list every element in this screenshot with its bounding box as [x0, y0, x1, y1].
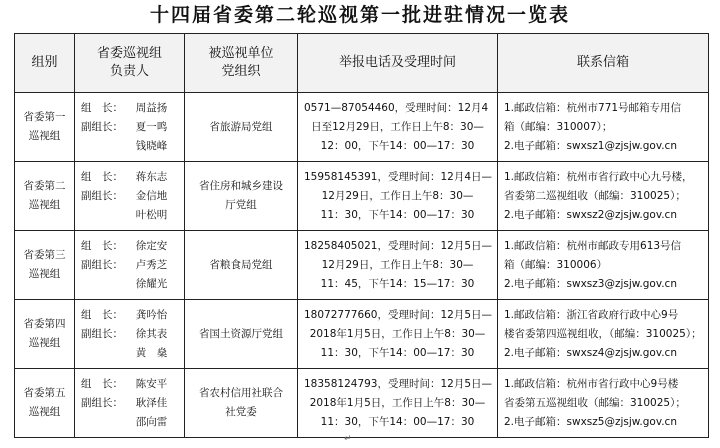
leader-role: 副组长： — [81, 396, 123, 409]
group-label: 巡视组 — [28, 337, 61, 349]
unit-cell — [185, 162, 298, 231]
group-label: 省委第三 — [23, 249, 66, 261]
mail-line: 箱（邮编：310007）； — [504, 120, 613, 133]
mail-line: 2.电子邮箱：swxsz3@zjsjw.gov.cn — [504, 277, 677, 290]
group-cell — [15, 93, 75, 162]
group-cell — [15, 231, 75, 300]
mail-line: 1.邮政信箱：杭州市771号邮箱专用信 — [504, 101, 682, 114]
leader-name: 耿泽佳 — [135, 396, 168, 409]
leader-line — [81, 118, 178, 137]
unit-label: 厅党组 — [225, 199, 257, 211]
leader-role: 组 长： — [81, 239, 123, 252]
leader-name: 徐其表 — [135, 327, 168, 340]
phone-line: 11：30，下午14：00—17：30 — [320, 346, 475, 359]
mail-cell — [498, 369, 709, 438]
mail-line: 1.邮政信箱：杭州市省行政中心九号楼， — [504, 170, 693, 183]
leader-line — [81, 256, 178, 275]
leader-line — [81, 275, 178, 294]
leader-line — [81, 187, 178, 206]
phone-line: 11：30，下午14：00—17：30 — [320, 415, 475, 428]
mail-line: 2.电子邮箱：swxsz2@zjsjw.gov.cn — [504, 208, 677, 221]
leader-role: 组 长： — [81, 170, 123, 183]
unit-label: 省粮食局党组 — [209, 258, 273, 271]
table-row — [15, 162, 709, 231]
mail-line: 1.邮政信箱：浙江省政府行政中心9号 — [504, 308, 679, 321]
group-label: 巡视组 — [28, 130, 61, 142]
phone-line: 2018年1月5日，工作日上午8：30— — [309, 327, 486, 340]
phone-line: 2018年1月5日，工作日上午8：30— — [309, 396, 486, 409]
leader-line — [81, 206, 178, 225]
phone-line: 11：30，下午14：00—17：30 — [320, 208, 475, 221]
leader-line — [81, 306, 178, 325]
header-group: 组别 — [15, 34, 75, 93]
phone-line: 0571—87054460，受理时间：12月4 — [304, 101, 489, 114]
leader-name: 邵向雷 — [135, 415, 168, 428]
leader-line — [81, 413, 178, 432]
leader-role: 副组长： — [81, 120, 123, 133]
table-row — [15, 93, 709, 162]
header-unit: 被巡视单位 党组织 — [185, 34, 298, 93]
leader-line — [81, 99, 178, 118]
phone-line: 12月29日，工作日上午8：30— — [321, 189, 474, 202]
unit-cell — [185, 93, 298, 162]
header-phone: 举报电话及受理时间 — [298, 34, 498, 93]
unit-label: 省农村信用社联合 — [199, 387, 283, 399]
mail-line: 2.电子邮箱：swxsz1@zjsjw.gov.cn — [504, 139, 677, 152]
leader-name: 龚吟怡 — [135, 308, 168, 321]
leader-name: 叶松明 — [135, 208, 168, 221]
unit-label: 省国土资源厅党组 — [199, 327, 283, 340]
paragraph-mark: ↵ — [344, 434, 352, 444]
leader-line — [81, 137, 178, 156]
mail-line: 1.邮政信箱：杭州市省行政中心9号楼 — [504, 377, 679, 390]
leader-name: 周益扬 — [135, 101, 168, 114]
leader-role: 组 长： — [81, 377, 123, 390]
mail-line: 1.邮政信箱：杭州市邮政专用613号信 — [504, 239, 682, 252]
mail-line: 省委第二巡视组收（邮编：310025）； — [504, 189, 686, 202]
mail-cell — [498, 300, 709, 369]
group-label: 省委第五 — [23, 387, 66, 399]
leader-cell — [75, 369, 185, 438]
mail-line: 2.电子邮箱：swxsz5@zjsjw.gov.cn — [504, 415, 677, 428]
leader-name: 夏一鸣 — [135, 120, 168, 133]
leader-role: 副组长： — [81, 258, 123, 271]
document-title: 十四届省委第二轮巡视第一批进驻情况一览表 — [149, 4, 570, 26]
leader-name: 卢秀芝 — [135, 258, 168, 271]
leader-name: 蒋东志 — [135, 170, 168, 183]
group-label: 巡视组 — [28, 268, 61, 280]
phone-line: 18358124793，受理时间：12月5日— — [304, 377, 493, 390]
mail-cell — [498, 231, 709, 300]
phone-line: 日至12月29日，工作日上午8：30— — [311, 120, 484, 133]
leader-role: 副组长： — [81, 327, 123, 340]
mail-cell — [498, 162, 709, 231]
leader-line — [81, 375, 178, 394]
mail-line: 省委第五巡视组收（邮编：310025）； — [504, 396, 686, 409]
unit-label: 省住房和城乡建设 — [199, 180, 283, 192]
group-label: 巡视组 — [28, 406, 61, 418]
phone-line: 12月29日，工作日上午8：30— — [321, 258, 474, 271]
unit-cell — [185, 300, 298, 369]
phone-cell — [298, 369, 498, 438]
group-cell — [15, 162, 75, 231]
leader-role: 组 长： — [81, 101, 123, 114]
phone-line: 18072777660，受理时间：12月5日— — [304, 308, 493, 321]
leader-name: 黄 燊 — [135, 346, 168, 359]
unit-label: 社党委 — [225, 406, 257, 418]
mail-line: 楼省委第四巡视组收，（邮编：310025）； — [504, 327, 702, 340]
leader-name: 金信地 — [135, 189, 168, 202]
leader-line — [81, 344, 178, 363]
group-cell — [15, 369, 75, 438]
table-row — [15, 231, 709, 300]
phone-cell — [298, 93, 498, 162]
group-label: 省委第二 — [23, 180, 66, 192]
phone-line: 11：45，下午14：15—17：30 — [320, 277, 475, 290]
leader-name: 钱晓峰 — [135, 139, 168, 152]
phone-line: 12：00，下午14：00—17：30 — [320, 139, 475, 152]
group-label: 省委第四 — [23, 318, 66, 330]
leader-line — [81, 394, 178, 413]
group-label: 巡视组 — [28, 199, 61, 211]
mail-line: 2.电子邮箱：swxsz4@zjsjw.gov.cn — [504, 346, 677, 359]
mail-cell — [498, 93, 709, 162]
group-label: 省委第一 — [23, 111, 66, 123]
inspection-table — [14, 33, 709, 438]
unit-cell — [185, 231, 298, 300]
phone-line: 18258405021，受理时间：12月5日— — [304, 239, 493, 252]
leader-role: 组 长： — [81, 308, 123, 321]
leader-cell — [75, 231, 185, 300]
table-body — [15, 93, 709, 438]
unit-label: 省旅游局党组 — [209, 120, 273, 133]
leader-line — [81, 168, 178, 187]
leader-role: 副组长： — [81, 189, 123, 202]
unit-cell — [185, 369, 298, 438]
phone-cell — [298, 162, 498, 231]
phone-cell — [298, 300, 498, 369]
table-row — [15, 369, 709, 438]
header-leader: 省委巡视组 负责人 — [75, 34, 185, 93]
leader-line — [81, 325, 178, 344]
leader-cell — [75, 93, 185, 162]
leader-name: 陈安平 — [135, 377, 168, 390]
leader-line — [81, 237, 178, 256]
table-header-row — [15, 34, 709, 93]
leader-cell — [75, 162, 185, 231]
phone-line: 15958145391，受理时间：12月4日— — [304, 170, 493, 183]
leader-name: 徐耀光 — [135, 277, 168, 290]
group-cell — [15, 300, 75, 369]
phone-cell — [298, 231, 498, 300]
header-mail: 联系信箱 — [498, 34, 709, 93]
leader-name: 徐定安 — [135, 239, 168, 252]
table-row — [15, 300, 709, 369]
leader-cell — [75, 300, 185, 369]
mail-line: 箱（邮编：310006） — [504, 258, 608, 271]
